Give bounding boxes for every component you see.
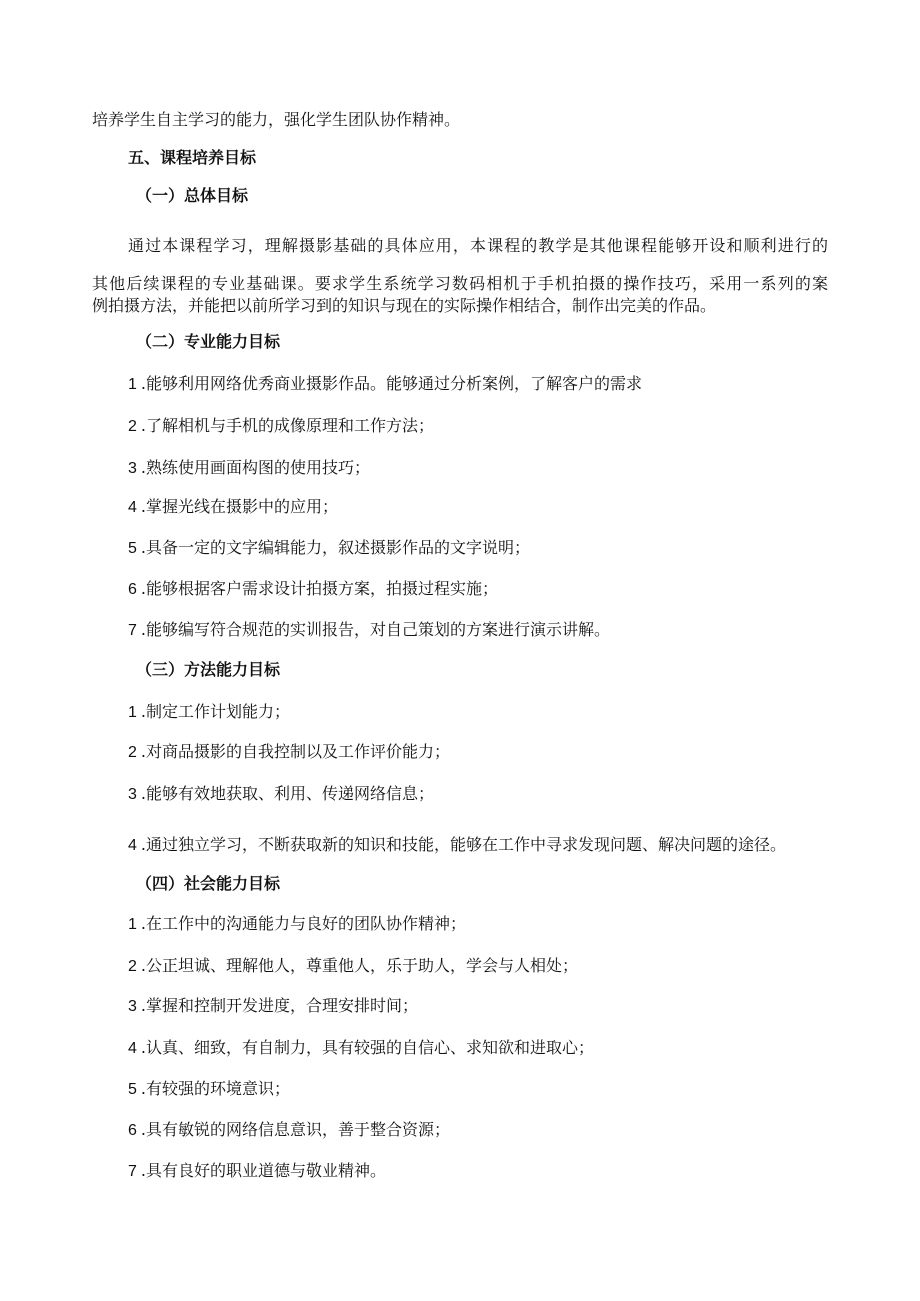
professional-ability-heading: （二）专业能力目标 — [136, 332, 281, 351]
item-number: 4 — [128, 499, 137, 516]
method-ability-heading: （三）方法能力目标 — [136, 660, 281, 679]
method-item-2 — [128, 742, 450, 763]
social-item-3 — [128, 996, 418, 1017]
method-item-4 — [128, 835, 786, 856]
social-item-5 — [128, 1079, 290, 1100]
overall-goal-line-2: 其他后续课程的专业基础课。要求学生系统学习数码相机于手机拍摄的操作技巧，采用一系列的案 — [92, 274, 828, 293]
item-number: 4 — [128, 837, 137, 854]
section-5-heading: 五、课程培养目标 — [128, 148, 257, 167]
professional-item-7 — [128, 620, 610, 641]
item-number: 4 — [128, 1040, 137, 1057]
item-number: 2 — [128, 958, 137, 975]
professional-item-2 — [128, 416, 434, 437]
item-text: .能够有效地获取、利用、传递网络信息； — [140, 784, 434, 803]
professional-item-5 — [128, 538, 530, 559]
item-text: .掌握光线在摄影中的应用； — [140, 497, 338, 516]
item-text: .具有敏锐的网络信息意识，善于整合资源； — [140, 1120, 450, 1139]
overall-goal-line-1: 通过本课程学习，理解摄影基础的具体应用，本课程的教学是其他课程能够开设和顺利进行的 — [128, 236, 828, 255]
item-text: .通过独立学习，不断获取新的知识和技能，能够在工作中寻求发现问题、解决问题的途径。 — [140, 835, 786, 854]
item-text: .认真、细致，有自制力，具有较强的自信心、求知欲和进取心； — [140, 1038, 594, 1057]
item-number: 2 — [128, 744, 137, 761]
item-text: .能够编写符合规范的实训报告，对自己策划的方案进行演示讲解。 — [140, 620, 610, 639]
item-text: .制定工作计划能力； — [140, 702, 290, 721]
social-item-6 — [128, 1120, 450, 1141]
method-item-3 — [128, 784, 434, 805]
item-number: 7 — [128, 1163, 137, 1180]
item-text: .能够根据客户需求设计拍摄方案，拍摄过程实施； — [140, 579, 498, 598]
social-ability-heading: （四）社会能力目标 — [136, 874, 281, 893]
method-item-1 — [128, 702, 290, 723]
professional-item-6 — [128, 579, 498, 600]
item-number: 7 — [128, 622, 137, 639]
overall-goal-line-3: 例拍摄方法，并能把以前所学习到的知识与现在的实际操作相结合，制作出完美的作品。 — [92, 296, 717, 315]
item-text: .了解相机与手机的成像原理和工作方法； — [140, 416, 434, 435]
item-text: .有较强的环境意识； — [140, 1079, 290, 1098]
item-number: 5 — [128, 1081, 137, 1098]
item-number: 1 — [128, 916, 137, 933]
professional-item-3 — [128, 458, 370, 479]
item-number: 1 — [128, 704, 137, 721]
professional-item-1 — [128, 374, 642, 395]
item-number: 5 — [128, 540, 137, 557]
item-text: .在工作中的沟通能力与良好的团队协作精神； — [140, 914, 466, 933]
social-item-2 — [128, 956, 578, 977]
social-item-7 — [128, 1161, 386, 1182]
item-number: 3 — [128, 460, 137, 477]
item-number: 3 — [128, 786, 137, 803]
item-text: .能够利用网络优秀商业摄影作品。能够通过分析案例，了解客户的需求 — [140, 374, 642, 393]
item-text: .掌握和控制开发进度，合理安排时间； — [140, 996, 418, 1015]
item-text: .具备一定的文字编辑能力，叙述摄影作品的文字说明； — [140, 538, 530, 557]
item-text: .公正坦诚、理解他人，尊重他人，乐于助人，学会与人相处； — [140, 956, 578, 975]
item-number: 1 — [128, 376, 137, 393]
item-number: 6 — [128, 1122, 137, 1139]
item-number: 6 — [128, 581, 137, 598]
overall-goal-heading: （一）总体目标 — [136, 186, 249, 205]
intro-tail-paragraph: 培养学生自主学习的能力，强化学生团队协作精神。 — [92, 110, 461, 129]
item-number: 2 — [128, 418, 137, 435]
item-text: .对商品摄影的自我控制以及工作评价能力； — [140, 742, 450, 761]
item-number: 3 — [128, 998, 137, 1015]
social-item-4 — [128, 1038, 594, 1059]
item-text: .熟练使用画面构图的使用技巧； — [140, 458, 370, 477]
social-item-1 — [128, 914, 466, 935]
item-text: .具有良好的职业道德与敬业精神。 — [140, 1161, 386, 1180]
professional-item-4 — [128, 497, 338, 518]
